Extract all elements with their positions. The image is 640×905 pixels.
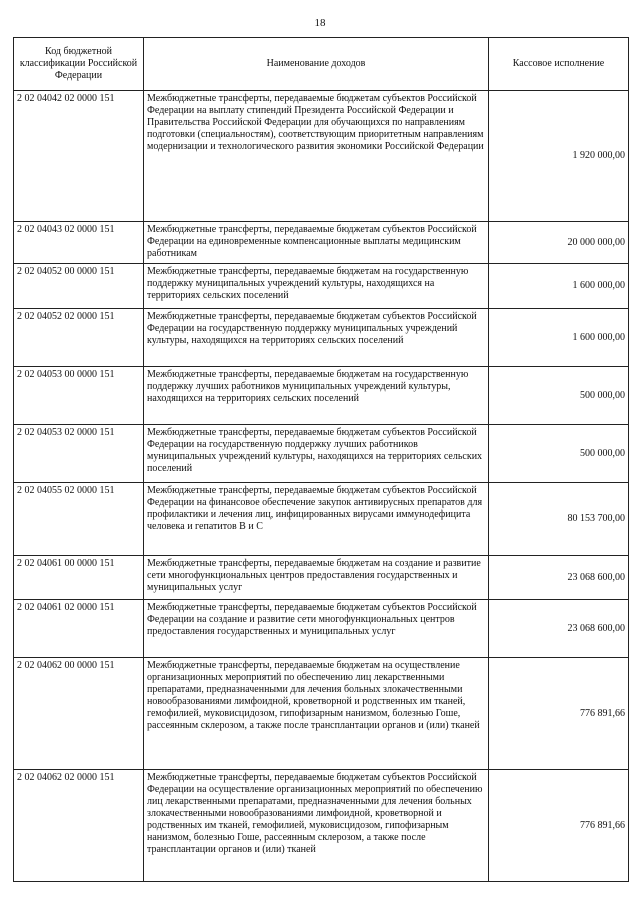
row-name: Межбюджетные трансферты, передаваемые бюджетам на осуществление организационных мероприятий по обеспечению лиц лекарственными препаратами, предназначенными для лечения больных злокачественными новообразованиями лимфоидной, кроветворной и родственных им тканей, гемофилией, муковисцидозом, гипофизарным нанизмом, болезнью Гоше, рассеянным склерозом, а также после трансплантации органов и (или) тканей [144,658,489,770]
row-name: Межбюджетные трансферты, передаваемые бюджетам на государственную поддержку муниципальных учреждений культуры, находящихся на территориях сельских поселений [144,264,489,309]
header-amount: Кассовое исполнение [489,38,629,91]
row-code: 2 02 04053 00 0000 151 [14,367,144,425]
row-name: Межбюджетные трансферты, передаваемые бюджетам субъектов Российской Федерации на государственную поддержку муниципальных учреждений культуры, находящихся на территориях сельских поселений [144,309,489,367]
row-code: 2 02 04052 02 0000 151 [14,309,144,367]
row-code: 2 02 04052 00 0000 151 [14,264,144,309]
row-amount: 776 891,66 [489,658,629,770]
row-name: Межбюджетные трансферты, передаваемые бюджетам субъектов Российской Федерации на создание и развитие сети многофункциональных центров предоставления государственных и муниципальных услуг [144,600,489,658]
row-name: Межбюджетные трансферты, передаваемые бюджетам субъектов Российской Федерации на единовременные компенсационные выплаты медицинским работникам [144,222,489,264]
row-name: Межбюджетные трансферты, передаваемые бюджетам субъектов Российской Федерации на финансовое обеспечение закупок антивирусных препаратов для профилактики и лечения лиц, инфицированных вирусами иммунодефицита человека и гепатитов B и C [144,483,489,556]
revenue-table [13,37,629,882]
row-code: 2 02 04062 02 0000 151 [14,770,144,882]
row-name: Межбюджетные трансферты, передаваемые бюджетам субъектов Российской Федерации на выплату стипендий Президента Российской Федерации и Правительства Российской Федерации для обучающихся по направлениям подготовки (специальностям), соответствующим приоритетным направлениям модернизации и технологического развития экономики Российской Федерации [144,91,489,222]
table-row [14,658,629,770]
table-row [14,770,629,882]
table-row [14,309,629,367]
row-name: Межбюджетные трансферты, передаваемые бюджетам субъектов Российской Федерации на государственную поддержку лучших работников муниципальных учреждений культуры, находящихся на территориях сельских поселений [144,425,489,483]
row-code: 2 02 04062 00 0000 151 [14,658,144,770]
table-row [14,91,629,222]
row-code: 2 02 04061 02 0000 151 [14,600,144,658]
row-name: Межбюджетные трансферты, передаваемые бюджетам на государственную поддержку лучших работников муниципальных учреждений культуры, находящихся на территориях сельских поселений [144,367,489,425]
table-row [14,222,629,264]
row-amount: 23 068 600,00 [489,600,629,658]
table-row [14,425,629,483]
row-code: 2 02 04043 02 0000 151 [14,222,144,264]
header-name: Наименование доходов [144,38,489,91]
row-amount: 20 000 000,00 [489,222,629,264]
table-row [14,483,629,556]
row-name: Межбюджетные трансферты, передаваемые бюджетам субъектов Российской Федерации на осуществление организационных мероприятий по обеспечению лиц лекарственными препаратами, предназначенными для лечения больных злокачественными новообразованиями лимфоидной, кроветворной и родственных им тканей, гемофилией, муковисцидозом, гипофизарным нанизмом, болезнью Гоше, рассеянным склерозом, а также после трансплантации органов и (или) тканей [144,770,489,882]
row-amount: 1 920 000,00 [489,91,629,222]
row-code: 2 02 04042 02 0000 151 [14,91,144,222]
row-code: 2 02 04061 00 0000 151 [14,556,144,600]
row-name: Межбюджетные трансферты, передаваемые бюджетам на создание и развитие сети многофункциональных центров предоставления государственных и муниципальных услуг [144,556,489,600]
table-row [14,600,629,658]
row-amount: 776 891,66 [489,770,629,882]
table-header-row [14,38,629,91]
row-code: 2 02 04053 02 0000 151 [14,425,144,483]
row-code: 2 02 04055 02 0000 151 [14,483,144,556]
row-amount: 80 153 700,00 [489,483,629,556]
table-row [14,556,629,600]
table-row [14,367,629,425]
page-number: 18 [314,17,326,29]
header-code: Код бюджетной классификации Российской Федерации [14,38,144,91]
table-row [14,264,629,309]
row-amount: 23 068 600,00 [489,556,629,600]
row-amount: 500 000,00 [489,425,629,483]
row-amount: 500 000,00 [489,367,629,425]
row-amount: 1 600 000,00 [489,264,629,309]
row-amount: 1 600 000,00 [489,309,629,367]
